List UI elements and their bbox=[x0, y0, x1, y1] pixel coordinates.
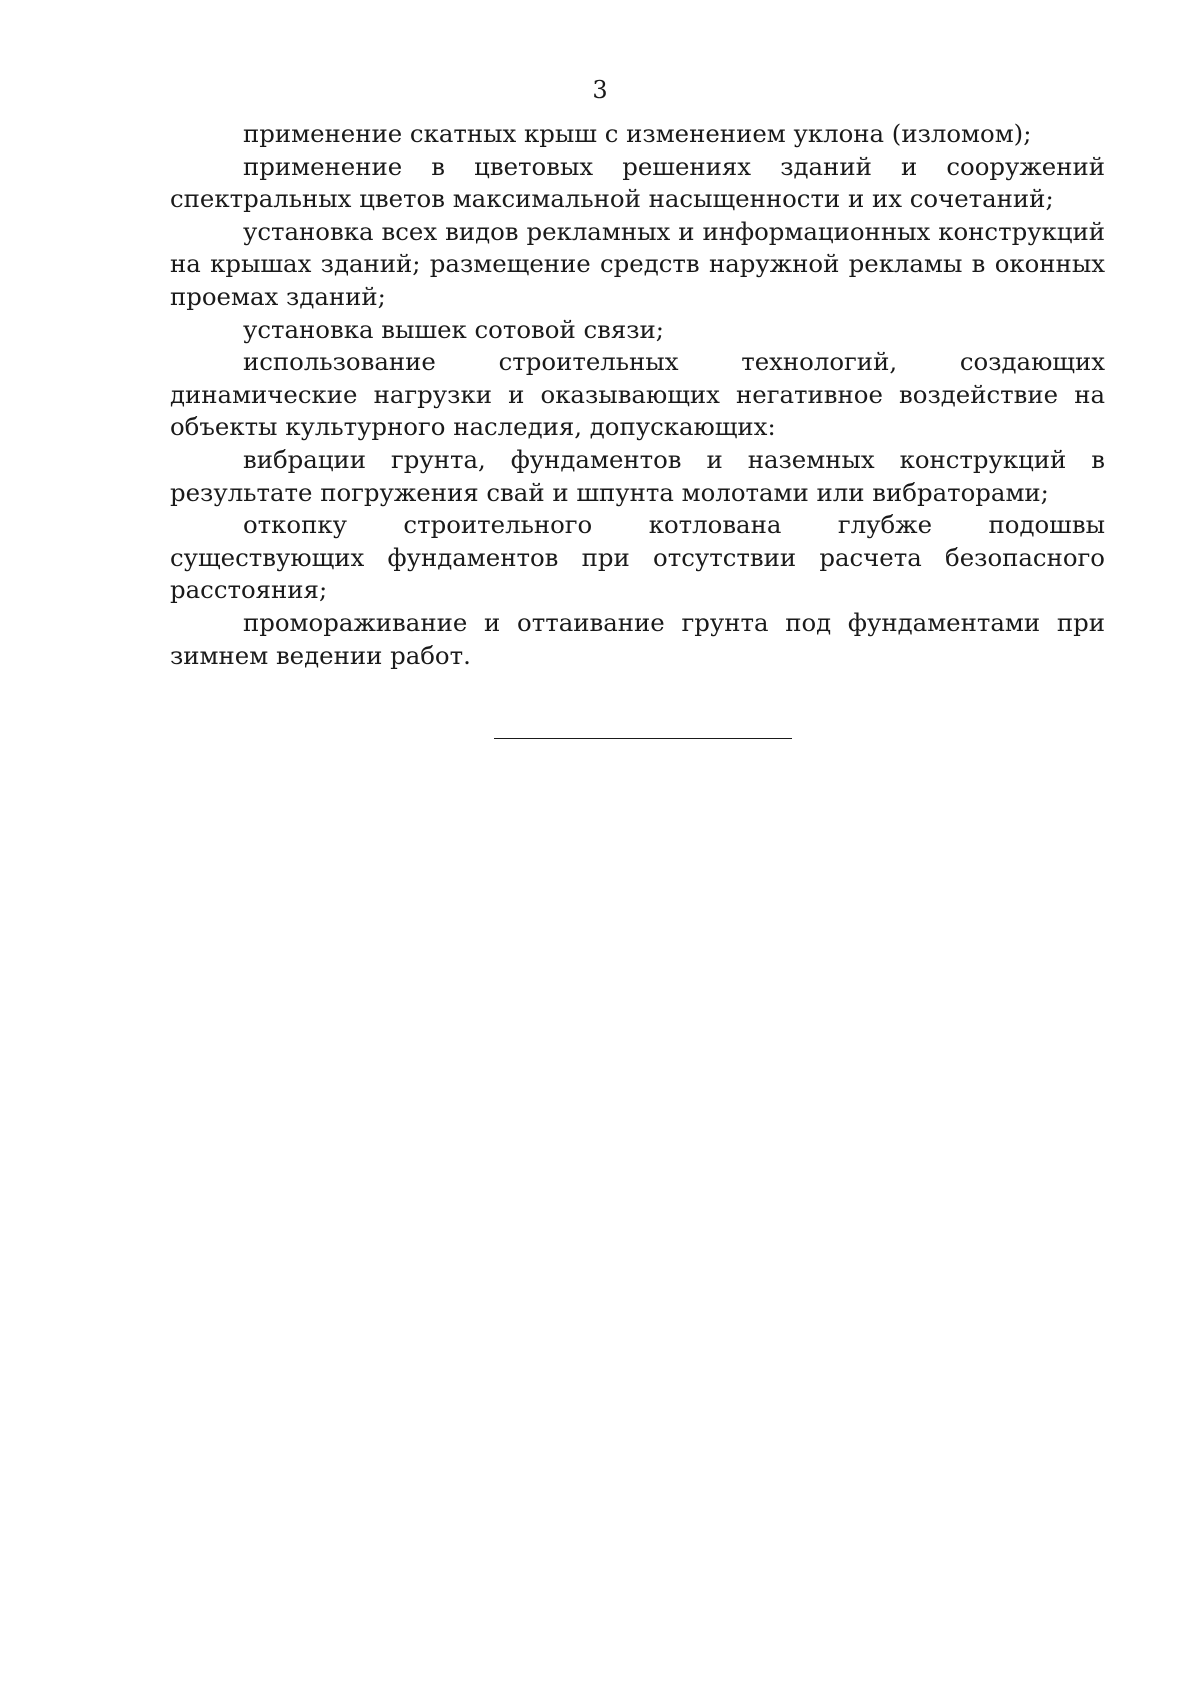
page-number: 3 bbox=[592, 76, 608, 104]
document-body bbox=[170, 118, 1105, 672]
paragraph-excavation: откопку строительного котлована глубже подошвы существующих фундаментов при отсутствии расчета безопасного расстояния; bbox=[170, 510, 1105, 605]
paragraph-construction-technologies: использование строительных технологий, создающих динамические нагрузки и оказывающих негативное воздействие на объекты культурного наследия, допускающих: bbox=[170, 347, 1105, 442]
paragraph-soil-vibration: вибрации грунта, фундаментов и наземных конструкций в результате погружения свай и шпунта молотами или вибраторами; bbox=[170, 444, 1105, 507]
paragraph-cell-towers: установка вышек сотовой связи; bbox=[243, 314, 665, 344]
paragraph-advertising-structures: установка всех видов рекламных и информационных конструкций на крышах зданий; размещение средств наружной рекламы в оконных проемах зданий; bbox=[170, 216, 1105, 311]
paragraph-soil-freezing: промораживание и оттаивание грунта под фундаментами при зимнем ведении работ. bbox=[170, 607, 1105, 670]
paragraph-spectral-colors: применение в цветовых решениях зданий и сооружений спектральных цветов максимальной насыщенности и их сочетаний; bbox=[170, 151, 1105, 214]
end-of-document-rule bbox=[494, 738, 792, 739]
paragraph-pitched-roofs: применение скатных крыш с изменением уклона (изломом); bbox=[243, 119, 1032, 148]
